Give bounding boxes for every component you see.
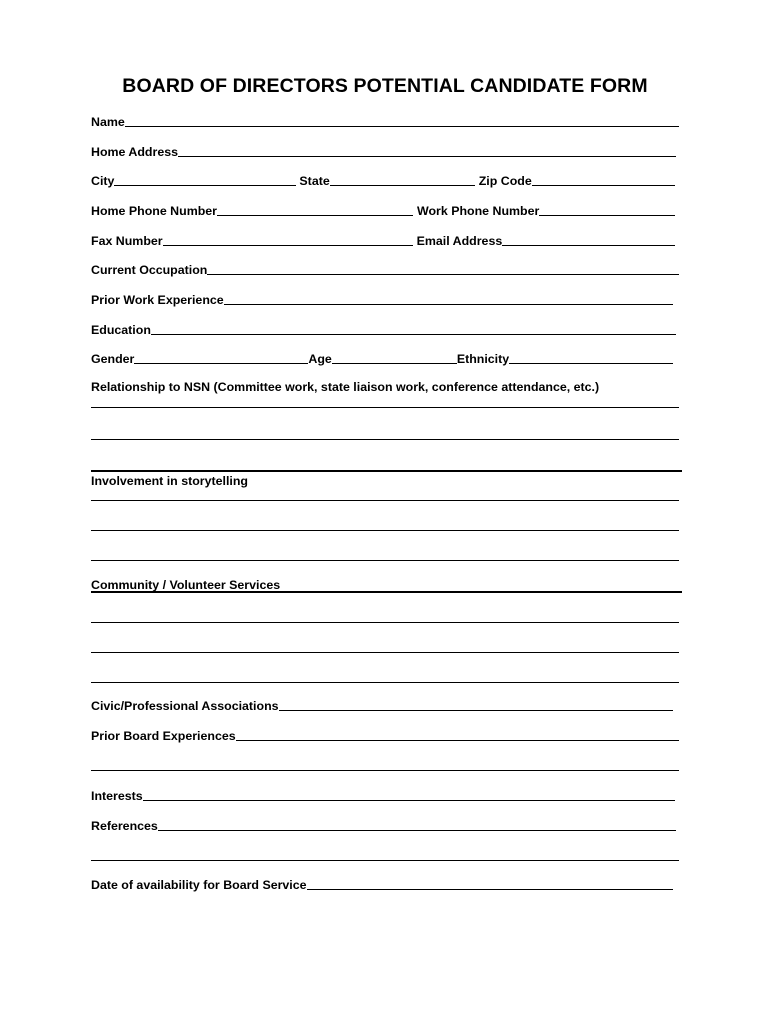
community-line-1[interactable]	[91, 622, 679, 623]
prior-board-field[interactable]	[236, 728, 679, 741]
zip-code-label: Zip Code	[478, 174, 532, 188]
current-occupation-label: Current Occupation	[91, 263, 208, 277]
ethnicity-label: Ethnicity	[456, 352, 510, 366]
home-address-field[interactable]	[178, 144, 676, 157]
references-field[interactable]	[158, 818, 676, 831]
involvement-line-1[interactable]	[91, 500, 679, 501]
fax-number-label: Fax Number	[91, 234, 163, 248]
work-phone-label: Work Phone Number	[417, 204, 540, 218]
fax-number-field[interactable]	[163, 233, 413, 246]
relationship-nsn-label: Relationship to NSN (Committee work, state liaison work, conference attendance, etc.)	[91, 380, 600, 394]
interests-field[interactable]	[143, 788, 675, 801]
interests-label: Interests	[91, 789, 143, 803]
home-address-row	[91, 143, 676, 159]
civic-professional-label: Civic/Professional Associations	[91, 699, 279, 713]
community-line-2[interactable]	[91, 652, 679, 653]
education-label: Education	[91, 323, 151, 337]
relationship-nsn-line-1[interactable]	[91, 407, 679, 408]
name-row	[91, 113, 679, 129]
city-field[interactable]	[114, 173, 296, 186]
city-label: City	[91, 174, 115, 188]
prior-work-label: Prior Work Experience	[91, 293, 224, 307]
zip-code-field[interactable]	[532, 173, 675, 186]
fax-email-row	[91, 232, 675, 248]
work-phone-field[interactable]	[539, 203, 675, 216]
prior-board-line-2[interactable]	[91, 770, 679, 771]
relationship-nsn-line-2[interactable]	[91, 439, 679, 440]
gender-field[interactable]	[134, 351, 308, 364]
availability-row	[91, 876, 673, 892]
community-volunteer-label: Community / Volunteer Services	[91, 578, 281, 592]
gender-age-ethnicity-row	[91, 350, 673, 366]
current-occupation-field[interactable]	[207, 262, 679, 275]
phone-row	[91, 202, 675, 218]
page-title: BOARD OF DIRECTORS POTENTIAL CANDIDATE FORM	[122, 75, 648, 97]
age-field[interactable]	[332, 351, 457, 364]
prior-board-row	[91, 727, 679, 743]
city-state-zip-row	[91, 172, 675, 188]
ethnicity-field[interactable]	[509, 351, 673, 364]
interests-row	[91, 787, 675, 803]
home-address-label: Home Address	[91, 145, 178, 159]
availability-label: Date of availability for Board Service	[91, 878, 307, 892]
education-row	[91, 321, 676, 337]
age-label: Age	[308, 352, 332, 366]
name-label: Name	[91, 115, 125, 129]
civic-professional-row	[91, 697, 673, 713]
current-occupation-row	[91, 261, 679, 277]
home-phone-label: Home Phone Number	[91, 204, 217, 218]
availability-field[interactable]	[307, 877, 673, 890]
references-label: References	[91, 819, 158, 833]
gender-label: Gender	[91, 352, 135, 366]
civic-professional-field[interactable]	[279, 698, 673, 711]
email-address-label: Email Address	[416, 234, 503, 248]
email-address-field[interactable]	[502, 233, 675, 246]
home-phone-field[interactable]	[217, 203, 413, 216]
section-divider	[91, 591, 682, 593]
references-line-2[interactable]	[91, 860, 679, 861]
prior-work-field[interactable]	[224, 292, 673, 305]
involvement-line-3[interactable]	[91, 560, 679, 561]
involvement-line-2[interactable]	[91, 530, 679, 531]
prior-work-row	[91, 291, 673, 307]
state-field[interactable]	[330, 173, 475, 186]
name-field[interactable]	[125, 114, 679, 127]
community-line-3[interactable]	[91, 682, 679, 683]
involvement-storytelling-label: Involvement in storytelling	[91, 474, 248, 488]
section-divider	[91, 470, 682, 472]
prior-board-label: Prior Board Experiences	[91, 729, 236, 743]
references-row	[91, 817, 676, 833]
state-label: State	[299, 174, 330, 188]
education-field[interactable]	[151, 322, 676, 335]
